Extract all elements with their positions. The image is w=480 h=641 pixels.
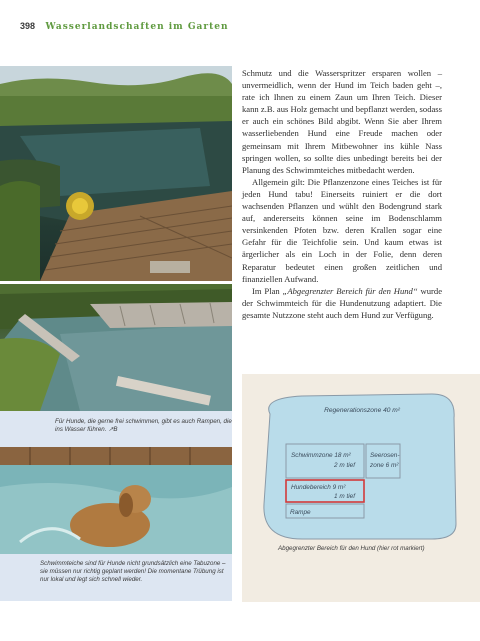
paragraph-1: Schmutz und die Wasserspritzer ersparen wollen – unvermeidlich, wenn der Hund im Teich baden geht –, rate ich Ihnen zu einem Zaun um Ihren Teich. Dieser kann z.B. aus Holz gemacht und bepflanzt werden, sodass er auch ein schönes Bild abgibt. Wenn Sie aber Ihrem wasserliebenden Hund eine Freude machen oder gemeinsam mit Ihrem Mitbewohner ins kühle Nass springen wollen, so sollte dies unbedingt bereits bei der Planung des Schwimmteiches mitbedacht werden. bbox=[242, 68, 442, 175]
zone-lily-label-2: zone 6 m² bbox=[370, 462, 399, 469]
zone-lily-label: Seerosen- bbox=[370, 452, 400, 459]
plan-caption-text: Abgegrenzter Bereich für den Hund (hier rot markiert) bbox=[278, 545, 425, 552]
zone-swim-label: Schwimmzone 18 m² bbox=[291, 452, 351, 459]
paragraph-3 bbox=[242, 285, 442, 321]
caption-ramp-text: Für Hunde, die gerne frei schwimmen, gibt es auch Rampen, die ins Wasser führen. ↗B bbox=[55, 418, 232, 433]
plan-reference: „Abgegrenzter Bereich für den Hund“ bbox=[282, 285, 418, 296]
photo-pond-deck-illustration bbox=[0, 66, 232, 281]
zone-ramp-label: Rampe bbox=[290, 509, 311, 516]
zone-regeneration-label: Regenerationszone 40 m² bbox=[324, 407, 400, 414]
pond-plan-diagram bbox=[242, 374, 480, 602]
caption-dog-text: Schwimmteiche sind für Hunde nicht grundsätzlich eine Tabuzone – sie müssen nur richtig geplant werden! Die momentane Trübung ist nur lokal und legt sich schnell wieder. bbox=[40, 560, 226, 583]
pond-plan-panel bbox=[242, 374, 480, 602]
page-header bbox=[20, 21, 229, 32]
photo-pond-deck bbox=[0, 66, 232, 281]
photo-pond-ramp bbox=[0, 284, 232, 411]
zone-swim-depth: 2 m tief bbox=[334, 462, 355, 469]
caption-ramp bbox=[0, 411, 232, 447]
paragraph-2: Allgemein gilt: Die Pflanzenzone eines Teiches ist für jeden Hund tabu! Einerseits ruiniert er die dort wachsenden Pflanzen und wühlt den Bodengrund stark auf, andererseits können seine im Bodenschlamm versinkenden Pfoten bzw. deren Krallen sogar eine Gefahr für die Teichfolie sein. Und kaum etwas ist ärgerlicher als ein Loch in der Folie, denn deren Reparatur bedeutet einen großen zeitlichen und finanziellen Aufwand. bbox=[242, 176, 442, 284]
photo-dog-swimming-illustration bbox=[0, 447, 232, 554]
photo-pond-ramp-illustration bbox=[0, 284, 232, 411]
plan-caption bbox=[278, 545, 425, 553]
body-text bbox=[242, 67, 442, 321]
page-number: 398 bbox=[20, 21, 36, 31]
zone-dog-label: Hundebereich 9 m² bbox=[291, 484, 346, 491]
zone-dog-depth: 1 m tief bbox=[334, 493, 355, 500]
page-title: Wasserlandschaften im Garten bbox=[45, 22, 229, 32]
paragraph-3-end: wurde der Schwimmteich für die Hundenutzung adaptiert. Die gesamte Nutzzone steht auch dem Hund zur Verfügung. bbox=[242, 285, 443, 320]
caption-dog bbox=[0, 554, 232, 601]
photo-dog-swimming bbox=[0, 447, 232, 554]
paragraph-3-start: Im Plan bbox=[252, 285, 283, 296]
